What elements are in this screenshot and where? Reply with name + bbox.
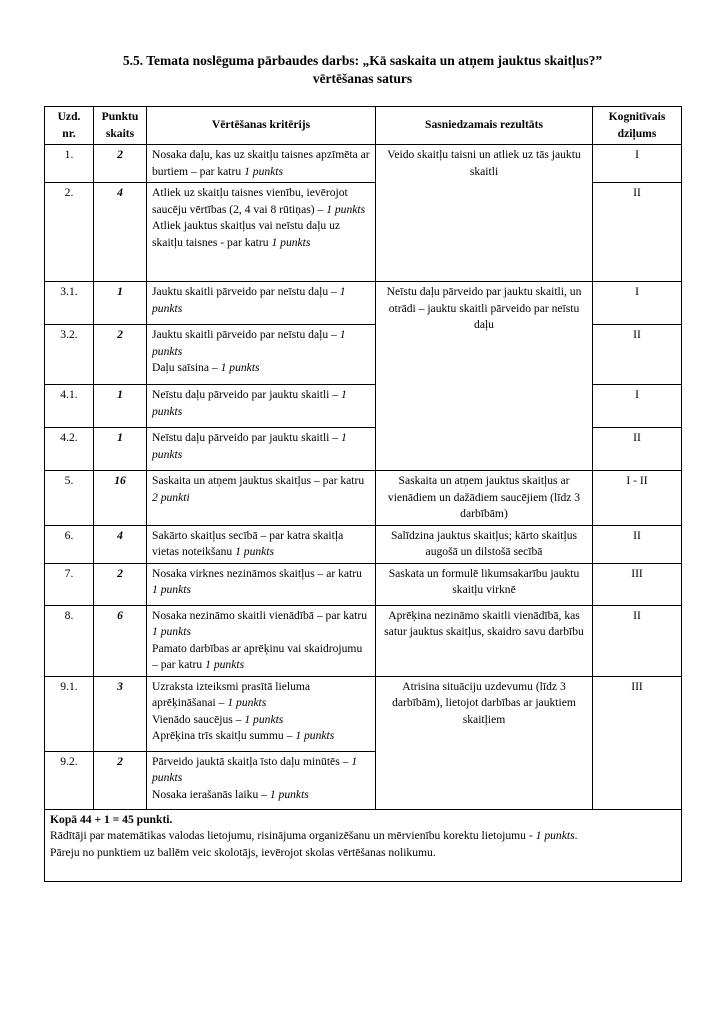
- task-points: 2: [94, 563, 147, 605]
- result-cell: Atrisina situāciju uzdevumu (līdz 3 darbībām), lietojot darbības ar jauktiem skaitļiem: [376, 676, 593, 809]
- header-points: Punktu skaits: [94, 107, 147, 145]
- assessment-table: [44, 106, 682, 882]
- table-row: [45, 605, 682, 676]
- table-header-row: [45, 107, 682, 145]
- task-number: 4.2.: [45, 428, 94, 471]
- cognitive-level: II: [593, 183, 682, 282]
- header-task: Uzd. nr.: [45, 107, 94, 145]
- task-points: 6: [94, 605, 147, 676]
- task-criteria: Nosaka nezināmo skaitli vienādībā – par katru 1 punkts Pamato darbības ar aprēķinu vai skaidrojumu – par katru 1 punkts: [147, 605, 376, 676]
- task-number: 1.: [45, 145, 94, 183]
- table-row: [45, 145, 682, 183]
- task-criteria: Jauktu skaitli pārveido par neīstu daļu – 1 punkts: [147, 282, 376, 325]
- table-row: [45, 282, 682, 325]
- document-title: [0, 52, 725, 88]
- task-number: 9.2.: [45, 751, 94, 809]
- task-number: 2.: [45, 183, 94, 282]
- task-points: 2: [94, 325, 147, 385]
- task-criteria: Jauktu skaitli pārveido par neīstu daļu – 1 punkts Daļu saīsina – 1 punkts: [147, 325, 376, 385]
- task-number: 3.1.: [45, 282, 94, 325]
- total-points: Kopā 44 + 1 = 45 punkti.: [50, 812, 173, 826]
- result-cell: Salīdzina jauktus skaitļus; kārto skaitļus augošā un dilstošā secībā: [376, 525, 593, 563]
- task-criteria: Pārveido jauktā skaitļa īsto daļu minūtēs – 1 punkts Nosaka ierašanās laiku – 1 punkts: [147, 751, 376, 809]
- table-row: [45, 563, 682, 605]
- result-cell: Aprēķina nezināmo skaitli vienādībā, kas satur jauktus skaitļus, skaidro savu darbību: [376, 605, 593, 676]
- table-footer-row: [45, 809, 682, 881]
- table-row: [45, 525, 682, 563]
- task-number: 5.: [45, 471, 94, 526]
- cognitive-level: II: [593, 325, 682, 385]
- task-criteria: Neīstu daļu pārveido par jauktu skaitli – 1 punkts: [147, 428, 376, 471]
- header-criteria: Vērtēšanas kritērijs: [147, 107, 376, 145]
- table-row: [45, 676, 682, 751]
- cognitive-level: I - II: [593, 471, 682, 526]
- cognitive-level: II: [593, 605, 682, 676]
- header-result: Sasniedzamais rezultāts: [376, 107, 593, 145]
- title-line-2: vērtēšanas saturs: [312, 71, 413, 86]
- task-points: 16: [94, 471, 147, 526]
- task-number: 3.2.: [45, 325, 94, 385]
- task-criteria: Neīstu daļu pārveido par jauktu skaitli – 1 punkts: [147, 385, 376, 428]
- cognitive-level: II: [593, 525, 682, 563]
- cognitive-level: I: [593, 282, 682, 325]
- task-criteria: Nosaka daļu, kas uz skaitļu taisnes apzīmēta ar burtiem – par katru 1 punkts: [147, 145, 376, 183]
- title-line-1: 5.5. Temata noslēguma pārbaudes darbs: „Kā saskaita un atņem jauktus skaitļus?”: [122, 53, 603, 68]
- cognitive-level: I: [593, 385, 682, 428]
- task-points: 2: [94, 751, 147, 809]
- result-cell: Neīstu daļu pārveido par jauktu skaitli, un otrādi – jauktu skaitli pārveido par neīstu daļu: [376, 282, 593, 471]
- task-number: 7.: [45, 563, 94, 605]
- cognitive-level: I: [593, 145, 682, 183]
- task-criteria: Nosaka virknes nezināmos skaitļus – ar katru 1 punkts: [147, 563, 376, 605]
- task-number: 8.: [45, 605, 94, 676]
- result-cell: Saskaita un atņem jauktus skaitļus ar vienādiem un dažādiem saucējiem (līdz 3 darbībām): [376, 471, 593, 526]
- task-points: 1: [94, 428, 147, 471]
- task-points: 1: [94, 282, 147, 325]
- task-points: 2: [94, 145, 147, 183]
- task-criteria: Saskaita un atņem jauktus skaitļus – par katru 2 punkti: [147, 471, 376, 526]
- grading-note: Pāreju no punktiem uz ballēm veic skolotājs, ievērojot skolas vērtēšanas nolikumu.: [50, 845, 436, 859]
- table-row: [45, 471, 682, 526]
- footer-cell: [45, 809, 682, 881]
- cognitive-level: III: [593, 563, 682, 605]
- task-number: 4.1.: [45, 385, 94, 428]
- task-points: 4: [94, 183, 147, 282]
- cognitive-level: II: [593, 428, 682, 471]
- task-criteria: Sakārto skaitļus secībā – par katra skaitļa vietas noteikšanu 1 punkts: [147, 525, 376, 563]
- task-points: 4: [94, 525, 147, 563]
- task-points: 1: [94, 385, 147, 428]
- result-cell: Veido skaitļu taisni un atliek uz tās jauktu skaitli: [376, 145, 593, 282]
- cognitive-level: III: [593, 676, 682, 809]
- header-cognitive: Kognitīvais dziļums: [593, 107, 682, 145]
- task-points: 3: [94, 676, 147, 751]
- task-number: 6.: [45, 525, 94, 563]
- task-criteria: Atliek uz skaitļu taisnes vienību, ievērojot saucēju vērtības (2, 4 vai 8 rūtiņas) – 1 punkts Atliek jauktus skaitļus vai neīstu daļu uz skaitļu taisnes - par katru 1 punkts: [147, 183, 376, 282]
- language-note: Rādītāji par matemātikas valodas lietojumu, risinājuma organizēšanu un mērvienību korektu lietojumu - 1 punkts.: [50, 829, 578, 842]
- task-number: 9.1.: [45, 676, 94, 751]
- result-cell: Saskata un formulē likumsakarību jauktu skaitļu virknē: [376, 563, 593, 605]
- task-criteria: Uzraksta izteiksmi prasītā lieluma aprēķināšanai – 1 punkts Vienādo saucējus – 1 punkts Aprēķina trīs skaitļu summu – 1 punkts: [147, 676, 376, 751]
